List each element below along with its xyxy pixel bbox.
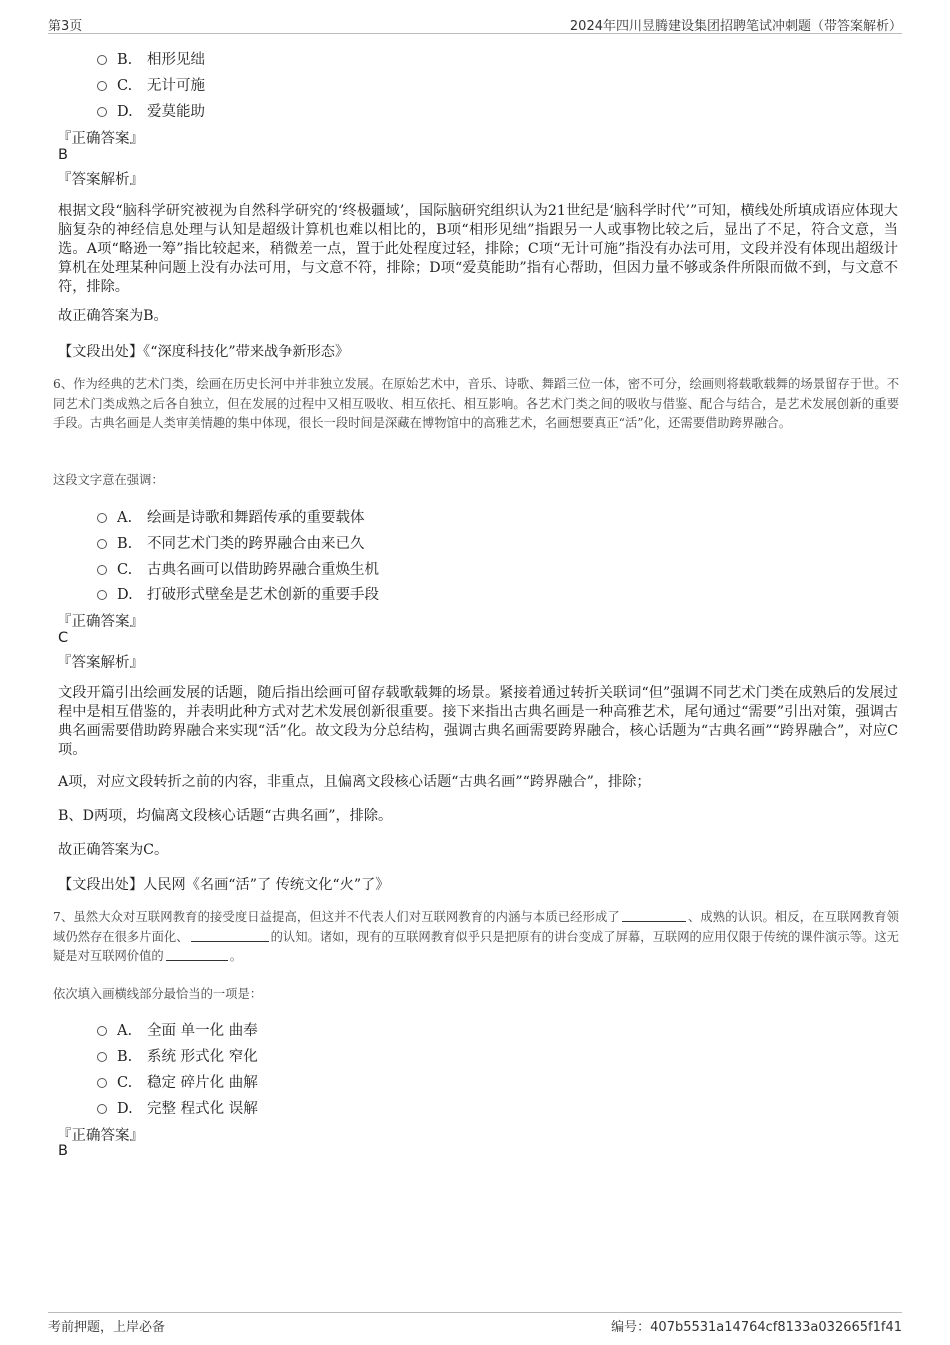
radio-icon[interactable] xyxy=(97,81,107,91)
q6-note-bd: B、D两项，均偏离文段核心话题“古典名画”，排除。 xyxy=(58,808,393,824)
q6-option-d[interactable]: D. 打破形式壁垒是艺术创新的重要手段 xyxy=(97,583,379,604)
q7-prompt: 依次填入画横线部分最恰当的一项是： xyxy=(53,987,263,1001)
q5-analysis: 根据文段“脑科学研究被视为自然科学研究的‘终极疆域’，国际脑研究组织认为21世纪是‘脑科学时代’”可知，横线处所填成语应体现大脑复杂的神经信息处理与认知是超级计算机也难以相比的，B项“相形见绌”指跟另一人或事物比较之后，显出了不足，符合文意，当选。A项“略逊一筹”指比较起来，稍微差一点，置于此处程度过轻，排除；C项“无计可施”指没有办法可用，文段并没有体现出超级计算机在处理某种问题上没有办法可用，与文意不符，排除；D项“爱莫能助”指有心帮助，但因力量不够或条件所限而做不到，与文意不符，排除。 xyxy=(58,203,898,295)
radio-icon[interactable] xyxy=(97,565,107,575)
fill-blank xyxy=(166,948,228,961)
q6-option-c[interactable]: C. 古典名画可以借助跨界融合重焕生机 xyxy=(97,558,379,579)
q7-answer: B xyxy=(58,1143,68,1159)
q5-answer-label: 『正确答案』 xyxy=(57,131,144,147)
q7-option-a[interactable]: A. 全面 单一化 曲奉 xyxy=(97,1019,258,1040)
document-serial: 编号：407b5531a14764cf8133a032665f1f41 xyxy=(611,1320,902,1335)
q7-option-b[interactable]: B. 系统 形式化 窄化 xyxy=(97,1045,258,1066)
q6-prompt: 这段文字意在强调： xyxy=(53,473,164,487)
q6-question-text: 6、作为经典的艺术门类，绘画在历史长河中并非独立发展。在原始艺术中，音乐、诗歌、舞蹈三位一体，密不可分，绘画则将载歌载舞的场景留存于世。不同艺术门类成熟之后各自独立，但在发展的过程中又相互吸收、相互依托、相互影响。各艺术门类之间的吸收与借鉴、配合与结合，是艺术发展创新的重要手段。古典名画是人类审美情趣的集中体现，很长一段时间是深藏在博物馆中的高雅艺术，名画想要真正“活”化，还需要借助跨界融合。 xyxy=(53,377,899,430)
document-title: 2024年四川昱腾建设集团招聘笔试冲刺题（带答案解析） xyxy=(569,19,902,34)
radio-icon[interactable] xyxy=(97,55,107,65)
page-header xyxy=(48,13,902,34)
q5-option-d[interactable]: D. 爱莫能助 xyxy=(97,100,205,121)
radio-icon[interactable] xyxy=(97,1052,107,1062)
q5-source: 【文段出处】《“深度科技化”带来战争新形态》 xyxy=(58,344,350,360)
q5-analysis-label: 『答案解析』 xyxy=(57,172,144,188)
radio-icon[interactable] xyxy=(97,1104,107,1114)
q6-option-a[interactable]: A. 绘画是诗歌和舞蹈传承的重要载体 xyxy=(97,506,365,527)
radio-icon[interactable] xyxy=(97,513,107,523)
fill-blank xyxy=(622,909,686,922)
q5-option-c[interactable]: C. 无计可施 xyxy=(97,74,205,95)
footer-slogan: 考前押题，上岸必备 xyxy=(48,1320,166,1335)
q7-option-c[interactable]: C. 稳定 碎片化 曲解 xyxy=(97,1071,258,1092)
q6-note-a: A项，对应文段转折之前的内容，非重点，且偏离文段核心话题“古典名画”“跨界融合”，排除； xyxy=(58,774,651,790)
q7-answer-label: 『正确答案』 xyxy=(57,1128,144,1144)
radio-icon[interactable] xyxy=(97,1026,107,1036)
q7-question-text: 7、虽然大众对互联网教育的接受度日益提高，但这并不代表人们对互联网教育的内涵与本质已经形成了 、成熟的认识。相反，在互联网教育领域仍然存在很多片面化、 的认知。诸如，现有的互联网教育似乎只是把原有的讲台变成了屏幕，互联网的应用仅限于传统的课件演示等。这无疑是对互联网价值的 。 xyxy=(53,910,899,963)
q6-answer: C xyxy=(58,630,69,646)
radio-icon[interactable] xyxy=(97,107,107,117)
page-footer xyxy=(48,1312,902,1341)
q6-conclusion: 故正确答案为C。 xyxy=(58,842,169,858)
radio-icon[interactable] xyxy=(97,539,107,549)
q5-conclusion: 故正确答案为B。 xyxy=(58,308,168,324)
q7-option-d[interactable]: D. 完整 程式化 误解 xyxy=(97,1097,258,1118)
radio-icon[interactable] xyxy=(97,1078,107,1088)
q6-option-b[interactable]: B. 不同艺术门类的跨界融合由来已久 xyxy=(97,532,365,553)
q6-answer-label: 『正确答案』 xyxy=(57,614,144,630)
q5-option-b[interactable]: B. 相形见绌 xyxy=(97,48,205,69)
q6-analysis: 文段开篇引出绘画发展的话题，随后指出绘画可留存载歌载舞的场景。紧接着通过转折关联词“但”强调不同艺术门类在成熟后的发展过程中是相互借鉴的，并表明此种方式对艺术发展创新很重要。接下来指出古典名画是一种高雅艺术，尾句通过“需要”引出对策，强调古典名画需要借助跨界融合来实现“活”化。故文段为分总结构，强调古典名画需要跨界融合，核心话题为“古典名画”“跨界融合”，对应C项。 xyxy=(58,685,898,758)
q5-answer: B xyxy=(58,147,68,163)
q6-source: 【文段出处】人民网《名画“活”了 传统文化“火”了》 xyxy=(58,877,390,893)
q6-analysis-label: 『答案解析』 xyxy=(57,655,144,671)
fill-blank xyxy=(191,929,269,942)
page-number: 第3页 xyxy=(48,19,83,34)
radio-icon[interactable] xyxy=(97,590,107,600)
